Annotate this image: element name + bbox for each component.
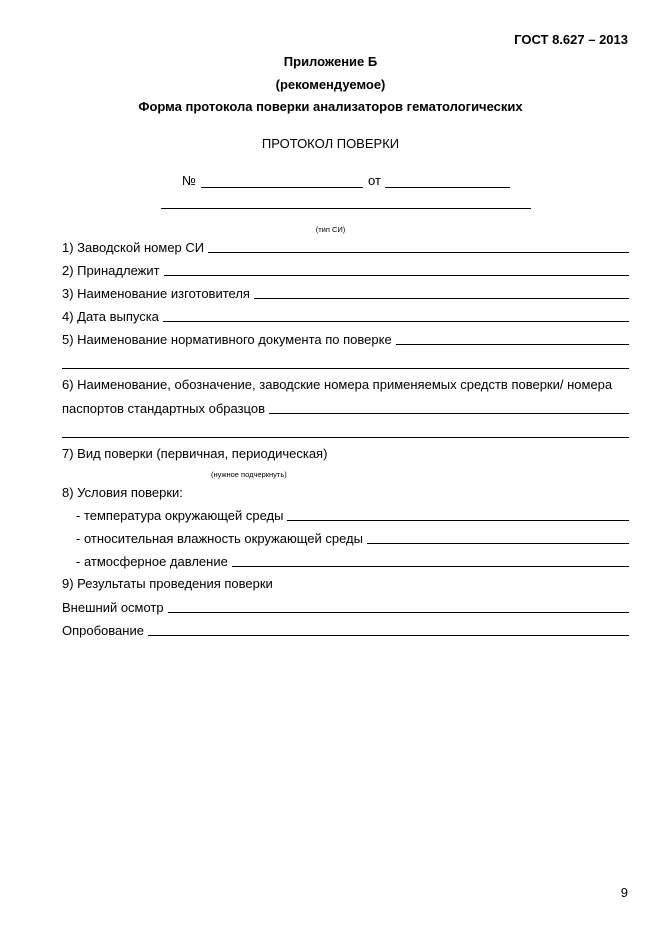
testing-row: [62, 621, 629, 638]
temperature-label: - температура окружающей среды: [76, 508, 284, 523]
owner-field[interactable]: [164, 275, 629, 276]
release-date-row: [62, 307, 629, 324]
protocol-title: ПРОТОКОЛ ПОВЕРКИ: [261, 136, 400, 151]
reference-materials-label: паспортов стандартных образцов: [62, 401, 265, 416]
results-label: 9) Результаты проведения поверки: [62, 576, 273, 591]
pressure-field[interactable]: [232, 566, 629, 567]
serial-number-label: 1) Заводской номер СИ: [62, 240, 205, 255]
serial-number-row: [62, 238, 629, 255]
instrument-type-field[interactable]: [161, 208, 531, 209]
testing-label: Опробование: [62, 623, 144, 638]
verification-means-label: 6) Наименование, обозначение, заводские номера применяемых средств поверки/ номера: [62, 377, 613, 392]
reference-materials-row: [62, 399, 629, 416]
standard-designation: ГОСТ 8.627 – 2013: [514, 32, 628, 47]
owner-label: 2) Принадлежит: [62, 263, 160, 278]
humidity-label: - относительная влажность окружающей среды: [76, 531, 363, 546]
humidity-row: [76, 529, 629, 546]
external-inspection-row: [62, 598, 629, 615]
manufacturer-field[interactable]: [254, 298, 629, 299]
verification-type-label: 7) Вид поверки (первичная, периодическая): [62, 446, 328, 461]
reference-materials-field-continuation[interactable]: [62, 437, 629, 438]
release-date-label: 4) Дата выпуска: [62, 309, 159, 324]
serial-number-field[interactable]: [208, 252, 629, 253]
appendix-status: (рекомендуемое): [275, 77, 386, 92]
external-inspection-label: Внешний осмотр: [62, 600, 164, 615]
verification-type-hint: (нужное подчеркнуть): [211, 470, 287, 479]
date-label: от: [368, 173, 381, 188]
manufacturer-row: [62, 284, 629, 301]
pressure-row: [76, 552, 629, 569]
manufacturer-label: 3) Наименование изготовителя: [62, 286, 250, 301]
normative-doc-label: 5) Наименование нормативного документа по поверке: [62, 332, 392, 347]
number-field[interactable]: [201, 187, 363, 188]
conditions-label: 8) Условия поверки:: [62, 485, 183, 500]
testing-field[interactable]: [148, 635, 629, 636]
temperature-field[interactable]: [287, 520, 629, 521]
normative-doc-row: [62, 330, 629, 347]
instrument-type-hint: (тип СИ): [315, 225, 346, 234]
number-label: №: [182, 173, 196, 188]
date-field[interactable]: [385, 187, 510, 188]
normative-doc-field-continuation[interactable]: [62, 368, 629, 369]
release-date-field[interactable]: [163, 321, 629, 322]
appendix-title: Приложение Б: [283, 54, 378, 69]
normative-doc-field[interactable]: [396, 344, 629, 345]
page-number: 9: [620, 885, 628, 900]
reference-materials-field[interactable]: [269, 413, 629, 414]
external-inspection-field[interactable]: [168, 612, 629, 613]
pressure-label: - атмосферное давление: [76, 554, 228, 569]
temperature-row: [76, 506, 629, 523]
owner-row: [62, 261, 629, 278]
form-title: Форма протокола поверки анализаторов гематологических: [138, 99, 523, 114]
humidity-field[interactable]: [367, 543, 629, 544]
